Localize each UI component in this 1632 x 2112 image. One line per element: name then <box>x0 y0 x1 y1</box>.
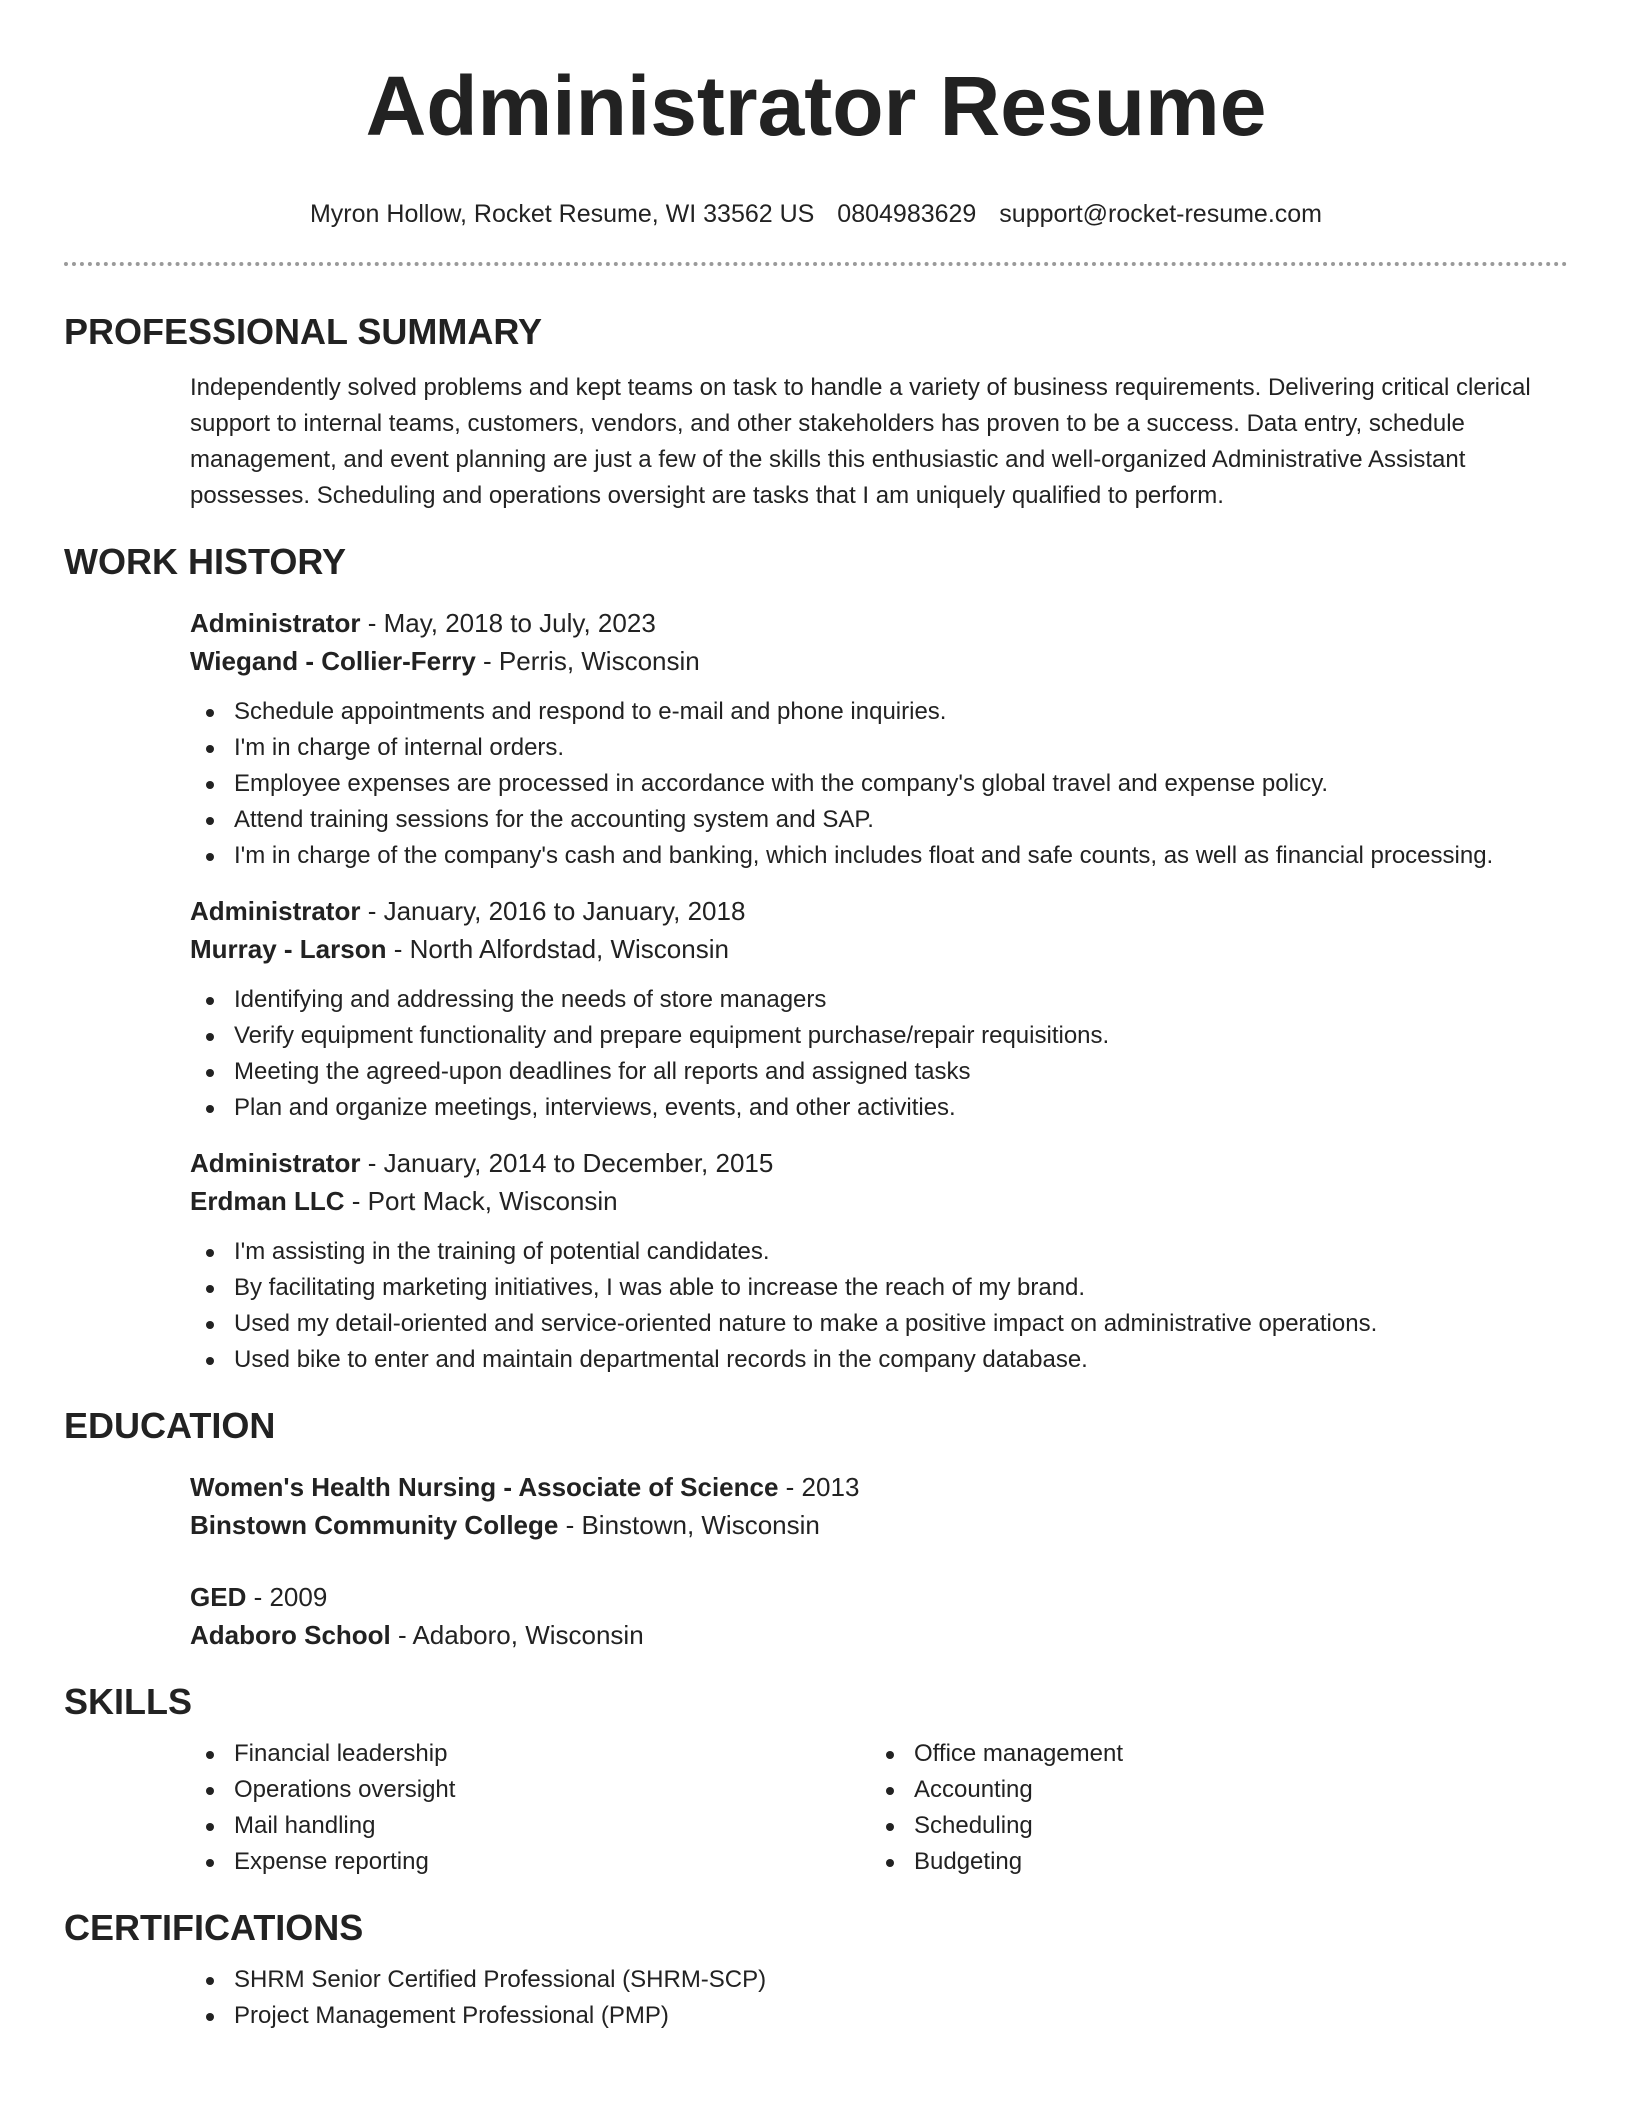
skill-item: Operations oversight <box>190 1772 870 1808</box>
job-title: Administrator <box>190 896 361 926</box>
job-title: Administrator <box>190 1148 361 1178</box>
resume-title: Administrator Resume <box>365 59 1267 153</box>
skill-item: Accounting <box>870 1772 1550 1808</box>
job-location: - Port Mack, Wisconsin <box>344 1186 618 1216</box>
job-duty: Used my detail-oriented and service-oriented nature to make a positive impact on administrative operations. <box>190 1306 1568 1342</box>
education-degree-line <box>190 1468 1568 1506</box>
job-duty: I'm in charge of internal orders. <box>190 730 1568 766</box>
job-duty: I'm in charge of the company's cash and banking, which includes float and safe counts, as well as financial processing. <box>190 838 1568 874</box>
contact-email: support@rocket-resume.com <box>999 200 1323 228</box>
contact-address: Myron Hollow, Rocket Resume, WI 33562 US <box>309 200 815 228</box>
education-school-line <box>190 1616 1568 1654</box>
job-duty: Employee expenses are processed in accordance with the company's global travel and expense policy. <box>190 766 1568 802</box>
skill-item: Office management <box>870 1736 1550 1772</box>
section-title-education: EDUCATION <box>64 1405 276 1446</box>
section-title-summary: PROFESSIONAL SUMMARY <box>64 311 543 352</box>
header-divider <box>64 262 1568 266</box>
job-dates: - January, 2014 to December, 2015 <box>360 1148 774 1178</box>
section-title-skills: SKILLS <box>64 1681 193 1722</box>
education-year: - 2009 <box>246 1582 328 1612</box>
section-title-certifications: CERTIFICATIONS <box>64 1907 364 1948</box>
job-dates: - May, 2018 to July, 2023 <box>360 608 656 638</box>
resume-page <box>64 0 1568 2034</box>
job-title-line <box>190 1144 1568 1182</box>
education-school: Binstown Community College <box>190 1510 559 1540</box>
job-company-line <box>190 642 1568 680</box>
job-duty: Plan and organize meetings, interviews, events, and other activities. <box>190 1090 1568 1126</box>
education-school-line <box>190 1506 1568 1544</box>
certifications-list <box>190 1962 1568 2034</box>
job-duties-list <box>190 1234 1568 1378</box>
job-duty: Used bike to enter and maintain departmental records in the company database. <box>190 1342 1568 1378</box>
skills-list-right <box>870 1736 1550 1880</box>
job-company: Wiegand - Collier-Ferry <box>190 646 476 676</box>
job-company-line <box>190 1182 1568 1220</box>
education-location: - Adaboro, Wisconsin <box>390 1620 644 1650</box>
certification-item: Project Management Professional (PMP) <box>190 1998 1568 2034</box>
job-company: Erdman LLC <box>190 1186 345 1216</box>
job-duty: By facilitating marketing initiatives, I was able to increase the reach of my brand. <box>190 1270 1568 1306</box>
job-duties-list <box>190 982 1568 1126</box>
job-title-line <box>190 892 1568 930</box>
education-entry <box>190 1578 1568 1654</box>
contact-line <box>64 198 1568 230</box>
skill-item: Expense reporting <box>190 1844 870 1880</box>
education-location: - Binstown, Wisconsin <box>558 1510 820 1540</box>
job-duty: Verify equipment functionality and prepare equipment purchase/repair requisitions. <box>190 1018 1568 1054</box>
job-title-line <box>190 604 1568 642</box>
education-year: - 2013 <box>778 1472 860 1502</box>
job-location: - North Alfordstad, Wisconsin <box>386 934 729 964</box>
job-title: Administrator <box>190 608 361 638</box>
job-duty: Schedule appointments and respond to e-mail and phone inquiries. <box>190 694 1568 730</box>
job-duty: Identifying and addressing the needs of store managers <box>190 982 1568 1018</box>
education-degree-line <box>190 1578 1568 1616</box>
skill-item: Financial leadership <box>190 1736 870 1772</box>
education-degree: GED <box>190 1582 247 1612</box>
skill-item: Mail handling <box>190 1808 870 1844</box>
job-entry <box>190 1144 1568 1378</box>
skill-item: Budgeting <box>870 1844 1550 1880</box>
job-dates: - January, 2016 to January, 2018 <box>360 896 746 926</box>
section-title-work-history: WORK HISTORY <box>64 541 347 582</box>
skills-grid <box>190 1736 1568 1880</box>
job-entry <box>190 892 1568 1126</box>
education-school: Adaboro School <box>190 1620 391 1650</box>
certification-item: SHRM Senior Certified Professional (SHRM-SCP) <box>190 1962 1568 1998</box>
job-duty: Meeting the agreed-upon deadlines for all reports and assigned tasks <box>190 1054 1568 1090</box>
contact-phone: 0804983629 <box>837 200 977 228</box>
job-entry <box>190 604 1568 874</box>
job-location: - Perris, Wisconsin <box>475 646 700 676</box>
skills-list-left <box>190 1736 870 1880</box>
education-degree: Women's Health Nursing - Associate of Science <box>190 1472 779 1502</box>
job-company: Murray - Larson <box>190 934 387 964</box>
job-company-line <box>190 930 1568 968</box>
summary-text: Independently solved problems and kept teams on task to handle a variety of business requirements. Delivering critical clerical support to internal teams, customers, vendors, and other stakeholders has proven to be a success. Data entry, schedule management, and event planning are just a few of the skills this enthusiastic and well-organized Administrative Assistant possesses. Scheduling and operations oversight are tasks that I am uniquely qualified to perform. <box>190 374 1531 509</box>
job-duty: Attend training sessions for the accounting system and SAP. <box>190 802 1568 838</box>
job-duty: I'm assisting in the training of potential candidates. <box>190 1234 1568 1270</box>
job-duties-list <box>190 694 1568 874</box>
skill-item: Scheduling <box>870 1808 1550 1844</box>
education-entry <box>190 1468 1568 1544</box>
